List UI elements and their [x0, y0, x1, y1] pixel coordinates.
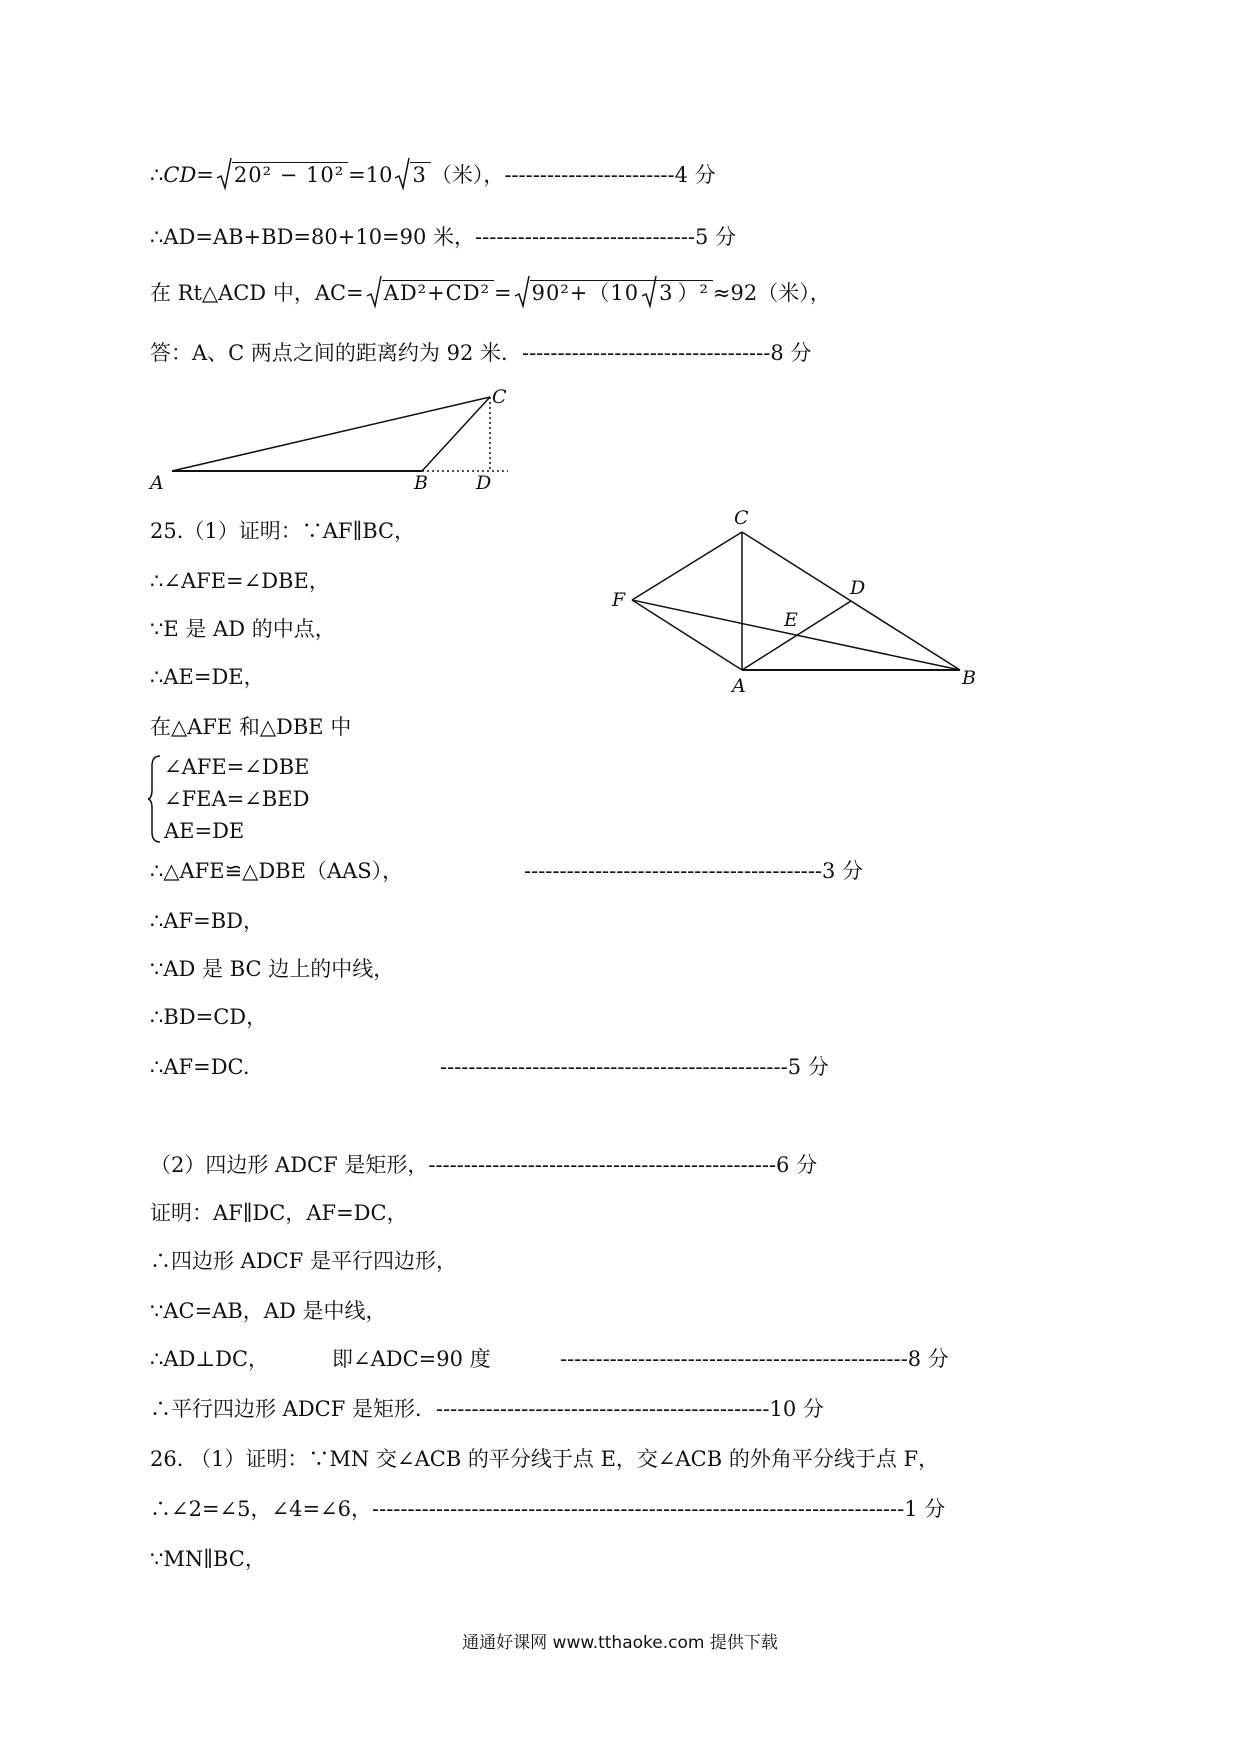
- label-b: B: [414, 472, 428, 494]
- p25-score-3: ------------------------------------------3 分: [524, 859, 864, 883]
- label-a: A: [732, 675, 746, 697]
- p26-line-2: ∴∠2=∠5，∠4=∠6，---------------------------------------------------------------------------1 分: [150, 1497, 946, 1521]
- sqrt-sign: 20² − 10²: [216, 160, 348, 190]
- system-row-1: ∠AFE=∠DBE: [164, 755, 310, 779]
- left-brace: [148, 754, 162, 844]
- segment-bc: [422, 397, 490, 471]
- p25-line-8: ∵AD 是 BC 边上的中线，: [150, 957, 395, 981]
- label-c: C: [492, 386, 507, 408]
- quadrilateral-figure-2: [600, 500, 1000, 700]
- sqrt-sign: 3: [394, 160, 430, 190]
- p25-line-7: ∴AF=BD，: [150, 909, 264, 933]
- segment-fa: [632, 600, 742, 670]
- segment-ac: [172, 397, 490, 471]
- answer-line: 答：A、C 两点之间的距离约为 92 米．-----------------------------------8 分: [150, 341, 812, 365]
- p25-line-13: ∴四边形 ADCF 是平行四边形，: [150, 1249, 457, 1273]
- p25-line-2: ∴∠AFE=∠DBE，: [150, 569, 330, 593]
- p25-score-5: -------------------------------------------------5 分: [440, 1055, 829, 1079]
- equation-ad: ∴AD=AB+BD=80+10=90 米，-------------------------------5 分: [150, 225, 737, 249]
- p26-line-1: 26. （1）证明：∵MN 交∠ACB 的平分线于点 E，交∠ACB 的外角平分线于点 F，: [150, 1447, 940, 1471]
- p25-line-12: 证明：AF∥DC，AF=DC，: [150, 1201, 408, 1225]
- p25-line-4: ∴AE=DE，: [150, 665, 265, 689]
- p25-line-3: ∵E 是 AD 的中点，: [150, 617, 336, 641]
- label-b: B: [962, 667, 976, 689]
- p25-line-6: ∴△AFE≌△DBE（AAS），: [150, 859, 404, 883]
- p25-line-10: ∴AF=DC.: [150, 1055, 250, 1079]
- p25-line-1: 25.（1）证明：∵AF∥BC，: [150, 519, 416, 543]
- label-e: E: [784, 609, 798, 631]
- sqrt-sign: AD²+CD²: [366, 278, 494, 308]
- label-d: D: [850, 577, 866, 599]
- p25-line-5: 在△AFE 和△DBE 中: [150, 715, 352, 739]
- p25-line-16: ∴平行四边形 ADCF 是矩形．-----------------------------------------------10 分: [150, 1397, 824, 1421]
- p25-score-8: -------------------------------------------------8 分: [560, 1347, 949, 1371]
- label-a: A: [150, 472, 164, 494]
- p25-line-9: ∴BD=CD，: [150, 1005, 268, 1029]
- system-row-3: AE=DE: [164, 819, 245, 843]
- label-c: C: [734, 507, 749, 529]
- p25-line-14: ∵AC=AB，AD 是中线，: [150, 1299, 387, 1323]
- label-f: F: [612, 589, 626, 611]
- system-row-2: ∠FEA=∠BED: [164, 787, 310, 811]
- p25-line-15: ∴AD⊥DC，: [150, 1347, 270, 1371]
- triangle-figure-1: [140, 385, 520, 495]
- segment-fc: [632, 532, 742, 600]
- page-footer: 通通好课网 www.tthaoke.com 提供下载: [462, 1633, 778, 1653]
- p25-line-11: （2）四边形 ADCF 是矩形，-------------------------------------------------6 分: [150, 1153, 818, 1177]
- equation-cd: ∴CD= 20² − 10² =10 3 （米），------------------------4 分: [150, 160, 716, 190]
- equation-ac: 在 Rt△ACD 中，AC= AD²+CD² = 90²+（10 3 ）² ≈92（米），: [150, 278, 831, 308]
- sqrt-sign: 3: [641, 278, 677, 308]
- p25-line-15-angle: 即∠ADC=90 度: [332, 1347, 491, 1371]
- sqrt-sign: 90²+（10 3 ）²: [514, 278, 713, 308]
- p26-line-3: ∵MN∥BC，: [150, 1547, 266, 1571]
- label-d: D: [476, 472, 492, 494]
